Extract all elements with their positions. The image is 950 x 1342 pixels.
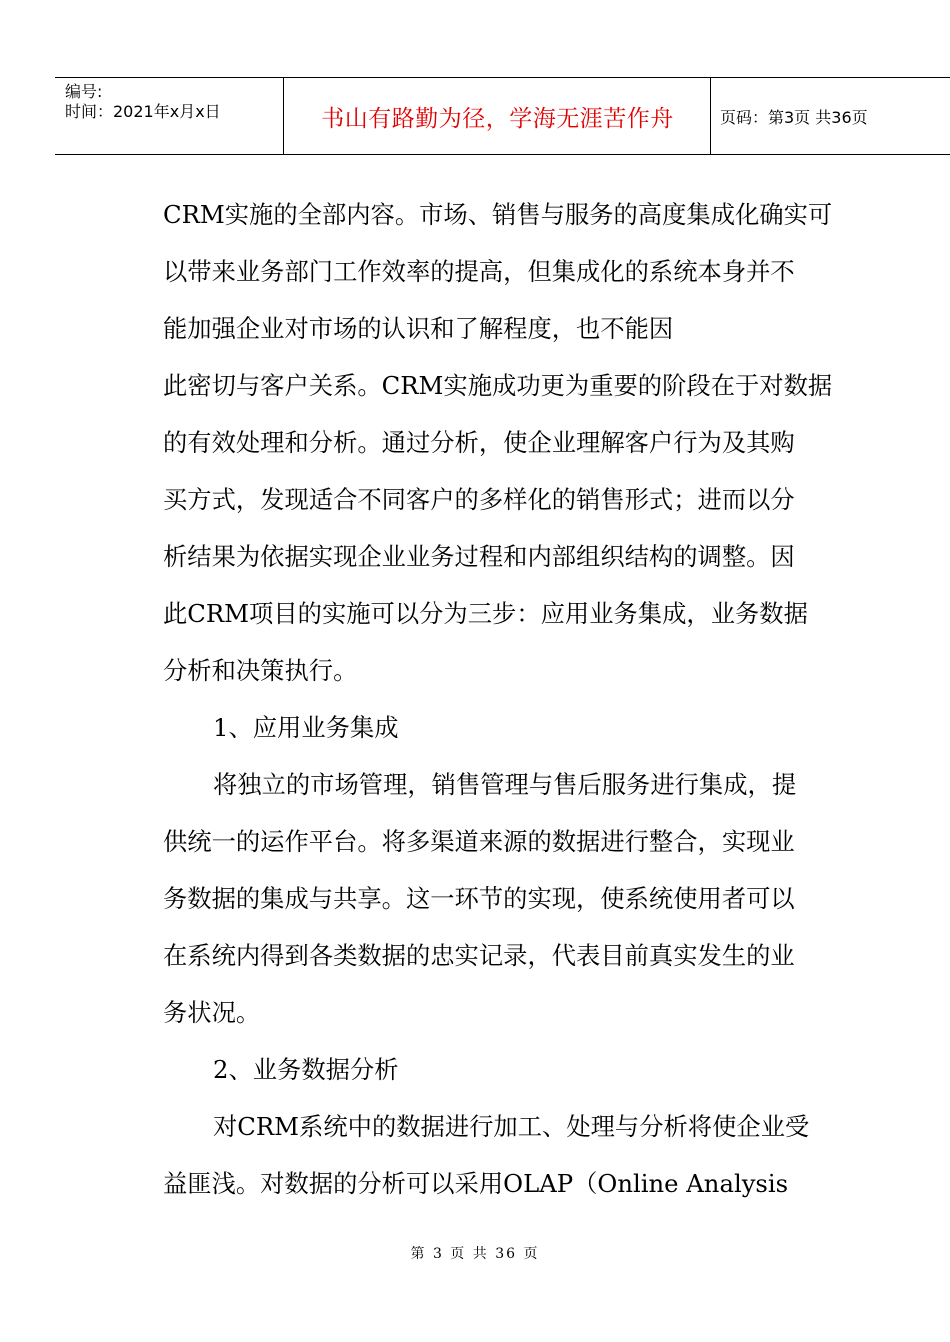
header-motto: 书山有路勤为径，学海无涯苦作舟 [321, 105, 674, 132]
body-line: 对CRM系统中的数据进行加工、处理与分析将使企业受 [213, 1112, 810, 1141]
section-heading: 2、业务数据分析 [213, 1055, 399, 1084]
header-page-code: 页码：第3页 共36页 [720, 107, 868, 127]
body-line: 此密切与客户关系。CRM实施成功更为重要的阶段在于对数据 [163, 371, 833, 400]
header-divider [710, 78, 711, 154]
body-line: 的有效处理和分析。通过分析，使企业理解客户行为及其购 [163, 428, 795, 457]
body-line: 务数据的集成与共享。这一环节的实现，使系统使用者可以 [163, 884, 795, 913]
body-line: 能加强企业对市场的认识和了解程度，也不能因 [163, 314, 674, 343]
body-line: 析结果为依据实现企业业务过程和内部组织结构的调整。因 [163, 542, 795, 571]
header-meta [65, 82, 280, 122]
body-line: 务状况。 [163, 998, 261, 1027]
body-line: 此CRM项目的实施可以分为三步：应用业务集成，业务数据 [163, 599, 808, 628]
body-line: 将独立的市场管理，销售管理与售后服务进行集成，提 [213, 770, 797, 799]
body-line: 分析和决策执行。 [163, 656, 358, 685]
body-line: 供统一的运作平台。将多渠道来源的数据进行整合，实现业 [163, 827, 795, 856]
time-label: 时间：2021年x月x日 [65, 102, 221, 121]
body-line: 在系统内得到各类数据的忠实记录，代表目前真实发生的业 [163, 941, 795, 970]
document-body [163, 186, 849, 1212]
page-header [55, 77, 950, 155]
page-footer: 第 3 页 共 36 页 [410, 1246, 540, 1262]
body-line: 益匪浅。对数据的分析可以采用OLAP（Online Analysis [163, 1169, 789, 1198]
section-heading: 1、应用业务集成 [213, 713, 399, 742]
body-line: 以带来业务部门工作效率的提高，但集成化的系统本身并不 [163, 257, 795, 286]
number-label: 编号: [65, 82, 103, 101]
body-line: 买方式，发现适合不同客户的多样化的销售形式；进而以分 [163, 485, 795, 514]
body-line: CRM实施的全部内容。市场、销售与服务的高度集成化确实可 [163, 200, 833, 229]
header-divider [283, 78, 284, 154]
